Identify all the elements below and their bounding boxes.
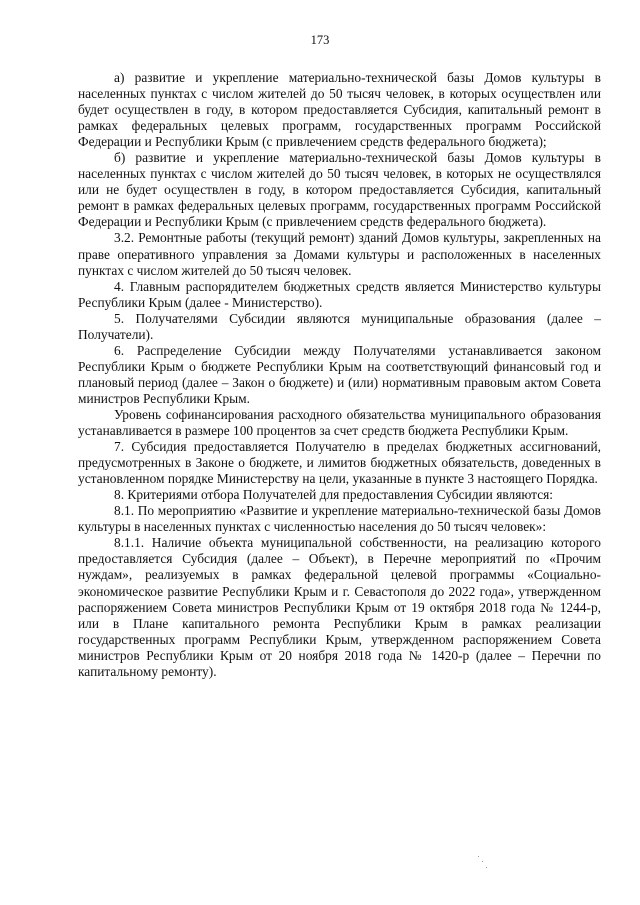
paragraph-7: 7. Субсидия предоставляется Получателю в пределах бюджетных ассигнований, предусмотренных в Законе о бюджете, и лимитов бюджетных обязательств, доведенных в установленном порядке Министерству на цели, указанные в пункте 3 настоящего Порядка. <box>78 439 601 487</box>
page-number: 173 <box>310 33 330 47</box>
paragraph-8-1: 8.1. По мероприятию «Развитие и укрепление материально-технической базы Домов культуры в населенных пунктах с численностью населения до 50 тысяч человек»: <box>78 503 601 535</box>
paragraph-item-a: а) развитие и укрепление материально-технической базы Домов культуры в населенных пунктах с числом жителей до 50 тысяч человек, в которых осуществлен или будет осуществлен в году, в котором предоставляется Субсидия, капитальный ремонт в рамках федеральных целевых программ, государственных программ Российской Федерации и Республики Крым (с привлечением средств федерального бюджета); <box>78 70 601 150</box>
paragraph-6: 6. Распределение Субсидии между Получателями устанавливается законом Республики Крым о бюджете Республики Крым на соответствующий финансовый год и плановый период (далее – Закон о бюджете) и (или) нормативным правовым актом Совета министров Республики Крым. <box>78 342 601 406</box>
paragraph-8-1-1: 8.1.1. Наличие объекта муниципальной собственности, на реализацию которого предоставляется Субсидия (далее – Объект), в Перечне мероприятий по «Прочим нуждам», реализуемых в рамках федеральной целевой программы «Социально-экономическое развитие Республики Крым и г. Севастополя до 2022 года», утвержденном распоряжением Совета министров Республики Крым от 19 октября 2018 года № 1244-р, или в Плане капитального ремонта Республики Крым в рамках реализации государственных программ Республики Крым, утвержденном распоряжением Совета министров Республики Крым от 20 ноября 2018 года № 1420-р (далее – Перечни по капитальному ремонту). <box>78 535 601 679</box>
paragraph-3-2: 3.2. Ремонтные работы (текущий ремонт) зданий Домов культуры, закрепленных на праве оперативного управления за Домами культуры и расположенных в населенных пунктах с числом жителей до 50 тысяч человек. <box>78 230 601 278</box>
paragraph-5: 5. Получателями Субсидии являются муниципальные образования (далее – Получатели). <box>78 310 601 342</box>
paragraph-cofinancing: Уровень софинансирования расходного обязательства муниципального образования устанавливается в размере 100 процентов за счет средств бюджета Республики Крым. <box>78 406 601 439</box>
paragraph-8: 8. Критериями отбора Получателей для предоставления Субсидии являются: <box>114 487 554 503</box>
paragraph-item-b: б) развитие и укрепление материально-технической базы Домов культуры в населенных пунктах с числом жителей до 50 тысяч человек, в которых не осуществлялся или не будет осуществлен в году, в котором предоставляется Субсидия, капитальный ремонт в рамках федеральных целевых программ, государственных программ Российской Федерации и Республики Крым (с привлечением средств федерального бюджета). <box>78 150 601 230</box>
document-body <box>78 70 601 680</box>
paragraph-4: 4. Главным распорядителем бюджетных средств является Министерство культуры Республики Крым (далее - Министерство). <box>78 278 601 310</box>
scan-speck <box>486 867 487 868</box>
scan-speck <box>478 856 479 857</box>
scan-speck <box>482 861 483 862</box>
